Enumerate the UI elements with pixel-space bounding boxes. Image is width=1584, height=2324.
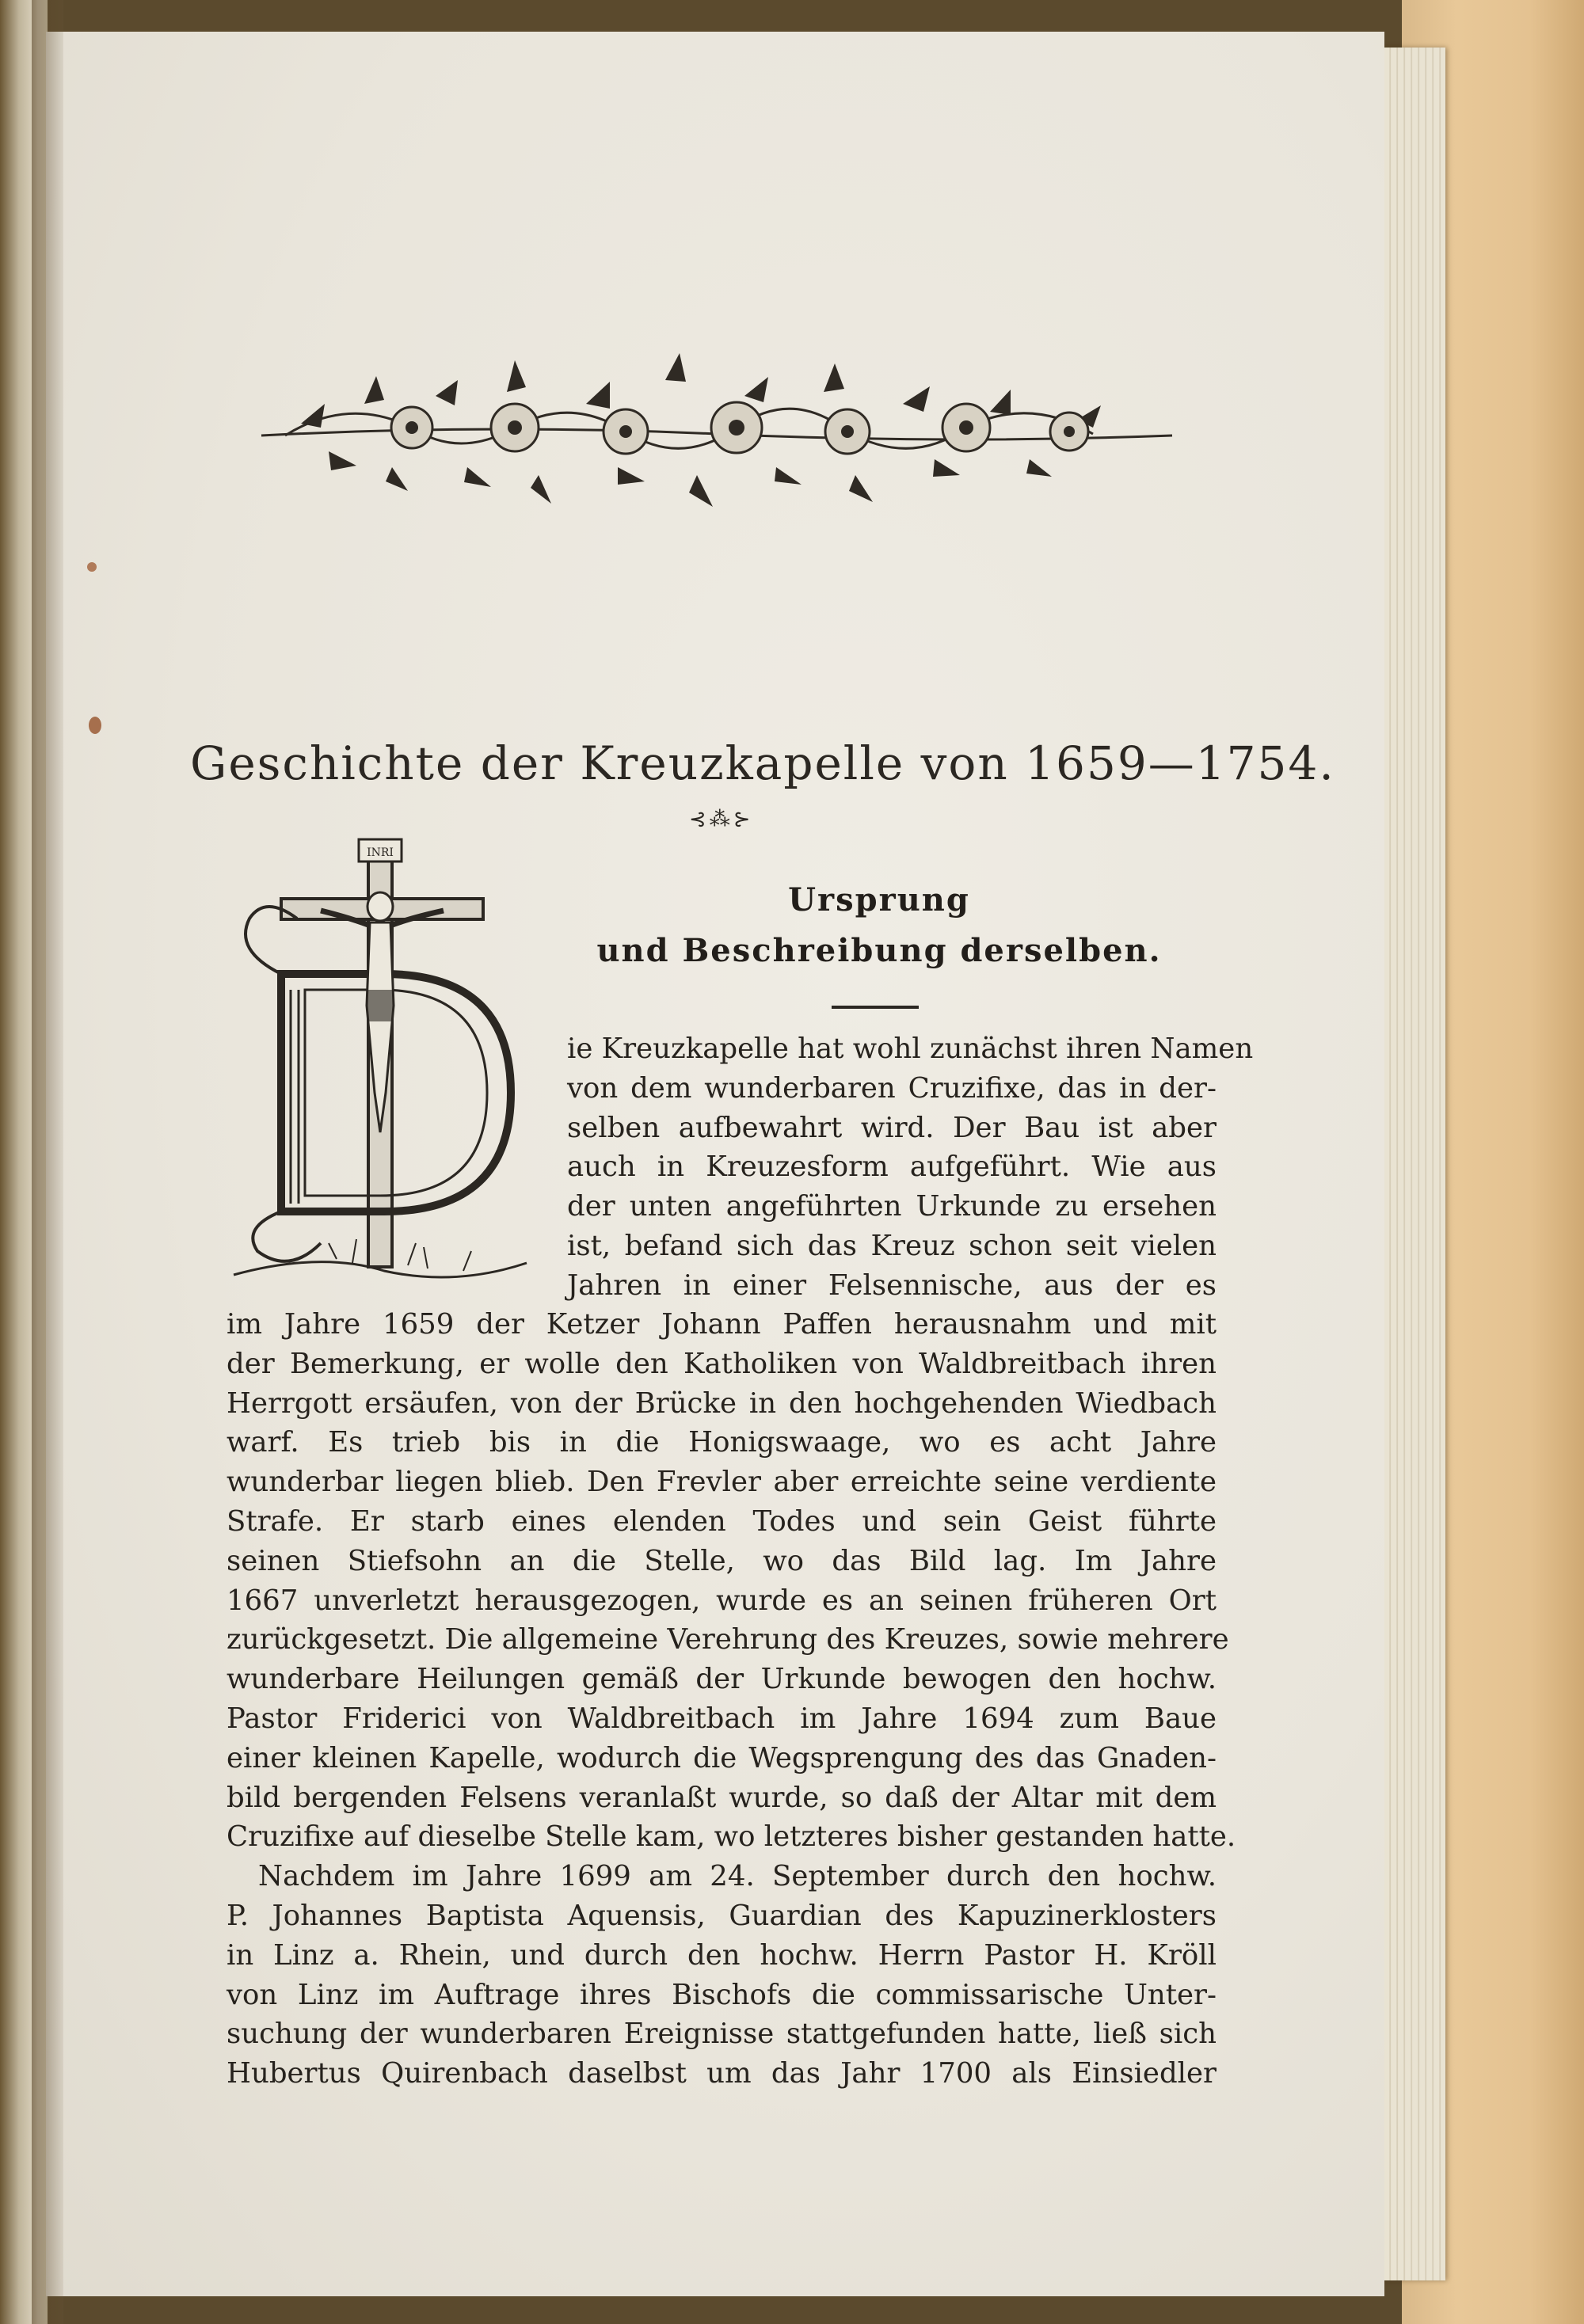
text-line: der Bemerkung, er wolle den Katholiken von Waldbreitbach ihren xyxy=(227,1347,1217,1380)
section-heading-line: Ursprung xyxy=(788,881,970,919)
text-line: im Jahre 1659 der Ketzer Johann Paffen herausnahm und mit xyxy=(227,1308,1217,1341)
text-line: Pastor Friderici von Waldbreitbach im Jahre 1694 zum Baue xyxy=(227,1702,1217,1735)
text-line: der unten angeführten Urkunde zu ersehen xyxy=(567,1190,1217,1223)
text-line: selben aufbewahrt wird. Der Bau ist aber xyxy=(567,1111,1217,1144)
text-line: einer kleinen Kapelle, wodurch die Wegsprengung des das Gnaden- xyxy=(227,1741,1217,1774)
body-text-full xyxy=(227,1305,1236,2094)
svg-text:INRI: INRI xyxy=(367,846,394,859)
body-text-wrapped xyxy=(567,1029,1254,1306)
text-line: ie Kreuzkapelle hat wohl zunächst ihren Namen xyxy=(567,1033,1254,1065)
floral-ornament xyxy=(253,348,1180,546)
text-line: wunderbare Heilungen gemäß der Urkunde bewogen den hochw. xyxy=(227,1663,1217,1696)
text-line: seinen Stiefsohn an die Stelle, wo das Bild lag. Im Jahre xyxy=(227,1544,1217,1577)
page-title: Geschichte der Kreuzkapelle von 1659—1754. xyxy=(190,736,1335,790)
decorative-dingbat: ⊰⁂⊱ xyxy=(689,808,754,831)
text-line: Cruzifixe auf dieselbe Stelle kam, wo letzteres bisher gestanden hatte. xyxy=(227,1820,1236,1854)
book-gutter xyxy=(32,0,63,2324)
text-line: auch in Kreuzesform aufgeführt. Wie aus xyxy=(567,1151,1217,1184)
text-line: von Linz im Auftrage ihres Bischofs die commissarische Unter- xyxy=(227,1978,1217,2011)
text-line: Hubertus Quirenbach daselbst um das Jahr 1700 als Einsiedler xyxy=(227,2057,1217,2090)
paper-stain xyxy=(89,717,101,734)
text-line: 1667 unverletzt herausgezogen, wurde es an seinen früheren Ort xyxy=(227,1584,1217,1617)
text-line: zurückgesetzt. Die allgemeine Verehrung des Kreuzes, sowie mehrere xyxy=(227,1623,1229,1656)
text-line: wunderbar liegen blieb. Den Frevler aber erreichte seine verdiente xyxy=(227,1466,1217,1499)
text-line: P. Johannes Baptista Aquensis, Guardian des Kapuzinerklosters xyxy=(227,1899,1217,1932)
text-line: Strafe. Er starb eines elenden Todes und sein Geist führte xyxy=(227,1504,1217,1538)
text-line: suchung der wunderbaren Ereignisse stattgefunden hatte, ließ sich xyxy=(227,2018,1217,2051)
text-line: bild bergenden Felsens veranlaßt wurde, so daß der Altar mit dem xyxy=(227,1781,1217,1814)
text-line: von dem wunderbaren Cruzifixe, das in der- xyxy=(567,1071,1217,1105)
section-heading-line: und Beschreibung derselben. xyxy=(596,932,1162,969)
text-line: ist, befand sich das Kreuz schon seit vielen xyxy=(567,1229,1217,1262)
text-line: Jahren in einer Felsennische, aus der es xyxy=(567,1269,1217,1302)
paper-stain xyxy=(87,562,97,572)
text-line: Nachdem im Jahre 1699 am 24. September durch den hochw. xyxy=(258,1860,1217,1893)
heading-rule xyxy=(832,1006,919,1009)
text-line: Herrgott ersäufen, von der Brücke in den hochgehenden Wiedbach xyxy=(227,1386,1217,1420)
illuminated-initial-d-crucifix xyxy=(226,831,543,1291)
text-line: warf. Es trieb bis in die Honigswaage, wo es acht Jahre xyxy=(227,1426,1217,1459)
section-heading xyxy=(570,875,1188,976)
text-line: in Linz a. Rhein, und durch den hochw. Herrn Pastor H. Kröll xyxy=(227,1938,1217,1972)
